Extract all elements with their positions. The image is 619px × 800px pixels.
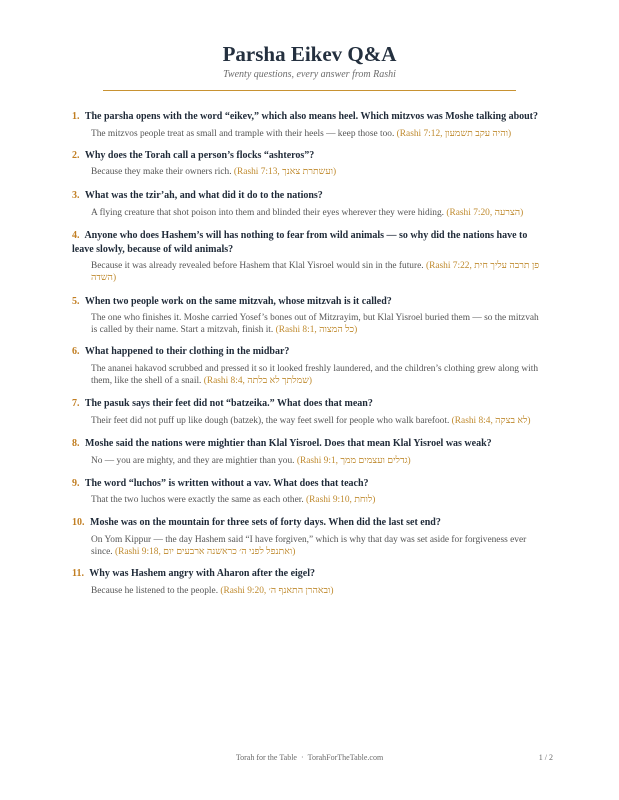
question-number: 11.	[72, 568, 84, 580]
rashi-reference: (Rashi 7:22, פן תרבה עליך חית השדה)	[91, 261, 540, 284]
answer-text: Because they make their owners rich.	[91, 167, 232, 178]
question-text: The parsha opens with the word “eikev,” which also means heel. Which mitzvos was Moshe talking about?	[84, 111, 539, 122]
question-text: The pasuk says their feet did not “batzeika.” What does that mean?	[84, 398, 373, 410]
rashi-reference: (Rashi 8:4, שמלתך לא בלתה)	[203, 376, 312, 387]
qa-item	[72, 345, 546, 387]
rashi-reference: (Rashi 7:13, ועשתרת צאנך)	[233, 167, 337, 178]
question-number: 3.	[72, 190, 80, 202]
question	[72, 397, 546, 411]
question	[72, 110, 546, 124]
qa-item	[72, 295, 546, 337]
question-number: 10.	[72, 517, 85, 529]
qa-item	[72, 516, 546, 558]
answer	[72, 585, 546, 597]
answer-text: The mitzvos people treat as small and trample with their heels — keep those too.	[91, 128, 395, 139]
answer-text: Because it was already revealed before Hashem that Klal Yisroel would sin in the future.	[91, 261, 424, 272]
footer-site-url: TorahForTheTable.com	[307, 753, 384, 762]
qa-item	[72, 149, 546, 179]
question	[72, 149, 546, 163]
page-number: 1 / 2	[538, 753, 553, 762]
question-number: 5.	[72, 295, 80, 307]
qa-item	[72, 110, 546, 140]
qa-item	[72, 397, 546, 427]
question-text: When two people work on the same mitzvah, whose mitzvah is it called?	[84, 295, 392, 307]
question-text: Why was Hashem angry with Aharon after the eigel?	[89, 568, 316, 580]
question-text: Why does the Torah call a person’s flocks “ashteros”?	[84, 149, 315, 161]
qa-item	[72, 189, 546, 219]
answer	[72, 534, 546, 558]
question-text: Moshe said the nations were mightier than Klal Yisroel. Does that mean Klal Yisroel was weak?	[85, 438, 492, 450]
question	[72, 229, 546, 256]
question-text: Anyone who does Hashem’s will has nothing to fear from wild animals — so why did the nations have to leave slowly, because of wild animals?	[72, 230, 528, 255]
question-text: What was the tzir’ah, and what did it do to the nations?	[84, 190, 323, 202]
footer-separator: ·	[300, 753, 304, 762]
qa-item	[72, 229, 546, 284]
question	[72, 567, 546, 581]
question	[72, 516, 546, 530]
qa-list	[72, 110, 546, 597]
answer-text: No — you are mighty, and they are mightier than you.	[91, 455, 295, 466]
rashi-reference: (Rashi 9:20, ובאהרן התאנף ה׳)	[220, 585, 334, 596]
answer	[72, 260, 546, 284]
answer-text: The one who finishes it. Moshe carried Yosef’s bones out of Mitzrayim, but Klal Yisroel buried them — so the mitzvah is called by their name. Start a mitzvah, finish it.	[91, 313, 539, 336]
question-text: Moshe was on the mountain for three sets of forty days. When did the last set end?	[90, 517, 441, 529]
question-number: 2.	[72, 149, 80, 161]
answer-text: The ananei hakavod scrubbed and pressed it so it looked freshly laundered, and the children’s clothing grew along with them, like the shell of a snail.	[91, 363, 539, 387]
answer-text: Their feet did not puff up like dough (batzek), the way feet swell for people who walk barefoot.	[91, 415, 450, 426]
page-subtitle: Twenty questions, every answer from Rashi	[223, 69, 396, 80]
footer-site-name: Torah for the Table	[235, 753, 297, 762]
question-number: 1.	[72, 111, 80, 122]
rashi-reference: (Rashi 9:10, לוחת)	[306, 495, 376, 506]
answer	[72, 415, 546, 427]
rashi-reference: (Rashi 8:4, לא בצקה)	[451, 415, 531, 426]
rashi-reference: (Rashi 9:18, ואתנפל לפני ה׳ כראשנה ארבעים יום)	[114, 547, 296, 558]
qa-item	[72, 437, 546, 467]
question-number: 9.	[72, 477, 80, 489]
question-text: The word “luchos” is written without a vav. What does that teach?	[84, 477, 369, 489]
question	[72, 345, 546, 359]
title-divider	[103, 90, 516, 91]
answer	[72, 312, 546, 336]
rashi-reference: (Rashi 7:20, הצרעה)	[446, 207, 524, 218]
answer	[72, 363, 546, 387]
question-text: What happened to their clothing in the midbar?	[84, 346, 290, 358]
question	[72, 295, 546, 309]
answer	[72, 128, 546, 140]
qa-item	[72, 477, 546, 507]
answer-text: Because he listened to the people.	[91, 585, 219, 596]
answer	[72, 494, 546, 506]
question-number: 8.	[72, 438, 80, 450]
question	[72, 437, 546, 451]
qa-item	[72, 567, 546, 597]
answer	[72, 455, 546, 467]
answer-text: On Yom Kippur — the day Hashem said “I have forgiven,” which is why that day was set aside for forgiveness ever since.	[91, 534, 527, 558]
rashi-reference: (Rashi 8:1, כל המצוה)	[275, 325, 358, 336]
question	[72, 477, 546, 491]
question-number: 6.	[72, 346, 80, 358]
rashi-reference: (Rashi 7:12, והיה עקב תשמעון)	[396, 128, 512, 139]
footer	[0, 753, 619, 762]
rashi-reference: (Rashi 9:1, גדלים ועצמים ממך)	[296, 455, 411, 466]
answer	[72, 207, 546, 219]
question-number: 4.	[72, 230, 80, 242]
answer-text: That the two luchos were exactly the same as each other.	[91, 495, 304, 506]
answer-text: A flying creature that shot poison into them and blinded their eyes wherever they were hiding.	[91, 207, 445, 218]
question-number: 7.	[72, 398, 80, 410]
question	[72, 189, 546, 203]
page-title: Parsha Eikev Q&A	[222, 42, 397, 66]
answer	[72, 166, 546, 178]
